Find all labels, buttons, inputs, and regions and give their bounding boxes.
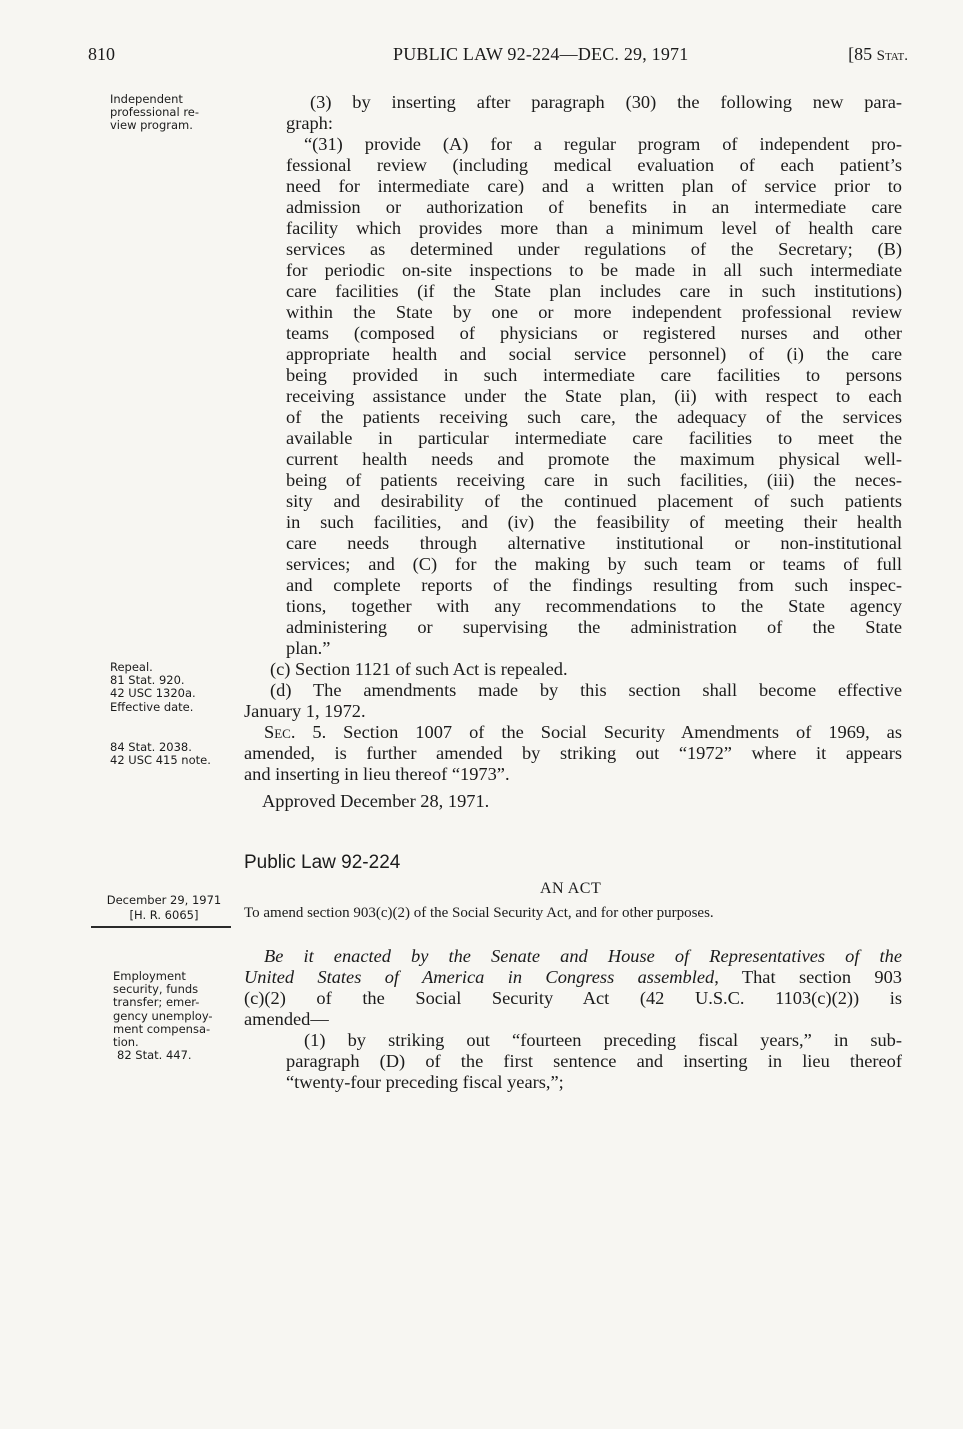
- public-law-title: Public Law 92-224: [244, 852, 401, 873]
- text-line: available in particular intermediate care facilities to meet the: [286, 428, 902, 448]
- text-line: current health needs and promote the maximum physical well-: [286, 449, 902, 469]
- text-line: and complete reports of the findings resulting from such inspec-: [286, 575, 902, 595]
- text-line: in such facilities, and (iv) the feasibility of meeting their health: [286, 512, 902, 532]
- text-line: (1) by striking out “fourteen preceding fiscal years,” in sub-: [304, 1030, 902, 1050]
- enacting-clause-line: Be it enacted by the Senate and House of Representatives of the: [264, 946, 902, 966]
- margin-note-independent-review: [110, 93, 199, 133]
- text-line: fessional review (including medical evaluation of each patient’s: [286, 155, 902, 175]
- running-header: [88, 44, 908, 74]
- running-title: PUBLIC LAW 92-224—DEC. 29, 1971: [393, 44, 689, 64]
- text-line: paragraph (D) of the first sentence and inserting in lieu thereof: [286, 1051, 902, 1071]
- text-line: facility which provides more than a minimum level of health care: [286, 218, 902, 238]
- subsection-c: (c) Section 1121 of such Act is repealed.: [270, 659, 568, 679]
- text-line: for periodic on-site inspections to be made in all such intermediate: [286, 260, 902, 280]
- text-line: receiving assistance under the State plan, (ii) with respect to each: [286, 386, 902, 406]
- margin-line: professional re-: [110, 105, 200, 120]
- margin-line: Effective date.: [110, 699, 194, 714]
- text-line: (c)(2) of the Social Security Act (42 U.S.C. 1103(c)(2)) is: [244, 988, 902, 1008]
- page-number: 810: [88, 44, 115, 64]
- text-line: (3) by inserting after paragraph (30) the following new para-: [310, 92, 902, 112]
- citation-prefix: [85: [848, 44, 877, 64]
- citation-stat: Stat.: [876, 48, 908, 64]
- margin-line: tion.: [113, 1035, 139, 1050]
- margin-note-84-stat: [110, 741, 211, 767]
- volume-citation: [848, 44, 908, 65]
- body-text-upper: [244, 92, 902, 785]
- margin-line: gency unemploy-: [113, 1008, 213, 1023]
- text-line: services; and (C) for the making by such team or teams of full: [286, 554, 902, 574]
- margin-line: 84 Stat. 2038.: [110, 740, 192, 754]
- enactment-date: December 29, 1971: [106, 893, 222, 907]
- an-act-heading: AN ACT: [540, 880, 602, 897]
- margin-line: ment compensa-: [113, 1021, 211, 1036]
- text-line: appropriate health and social service personnel) of (i) the care: [286, 344, 902, 364]
- margin-line: security, funds: [113, 982, 199, 997]
- text-line: being of patients receiving care in such facilities, (iii) the neces-: [286, 470, 902, 490]
- text-line: admission or authorization of benefits in an intermediate care: [286, 197, 902, 217]
- bill-number: [H. R. 6065]: [129, 908, 199, 922]
- section-5-text: 5. Section 1007 of the Social Security Amendments of 1969, as: [295, 722, 902, 742]
- text-line: need for intermediate care) and a written plan of service prior to: [286, 176, 902, 196]
- margin-line: Employment: [113, 969, 186, 983]
- margin-line: Repeal.: [110, 660, 153, 674]
- text-line: amended, is further amended by striking out “1972” where it appears: [244, 743, 902, 763]
- enacting-clause-line: [244, 967, 902, 988]
- item-1: [244, 1030, 902, 1093]
- text-line: sity and desirability of the continued placement of such patients: [286, 491, 902, 511]
- text-line: administering or supervising the administration of the State: [286, 617, 902, 637]
- margin-line: transfer; emer-: [113, 995, 200, 1010]
- margin-line: 81 Stat. 920.: [110, 673, 185, 688]
- text-line: amended—: [244, 1009, 329, 1029]
- text-line: and inserting in lieu thereof “1973”.: [244, 764, 510, 784]
- text-line: being provided in such intermediate care facilities to persons: [286, 365, 902, 385]
- text-line: (d) The amendments made by this section shall become effective: [270, 680, 902, 700]
- enactment-date-block: [96, 893, 232, 923]
- text-line: plan.”: [286, 638, 331, 658]
- enacting-italic: United States of America in Congress assembled: [244, 967, 715, 987]
- margin-line: Independent: [110, 92, 183, 106]
- text-line: “twenty-four preceding fiscal years,”;: [286, 1072, 564, 1092]
- margin-line: 42 USC 1320a.: [110, 686, 196, 701]
- margin-line: view program.: [110, 118, 193, 133]
- text-line: within the State by one or more independent professional review: [286, 302, 902, 322]
- text-line: graph:: [286, 113, 333, 133]
- text-line: of the patients receiving such care, the adequacy of the services: [286, 407, 902, 427]
- margin-note-repeal: [110, 661, 196, 714]
- text-line: “(31) provide (A) for a regular program of independent pro-: [304, 134, 902, 154]
- text-line: tions, together with any recommendations to the State agency: [286, 596, 902, 616]
- paragraph-31: [244, 134, 902, 659]
- body-text-lower: [244, 946, 902, 1093]
- text-line: January 1, 1972.: [244, 701, 366, 721]
- margin-line: 82 Stat. 447.: [117, 1048, 192, 1063]
- margin-line: 42 USC 415 note.: [110, 753, 211, 768]
- section-label: Sec.: [264, 722, 296, 742]
- act-purpose: To amend section 903(c)(2) of the Social Security Act, and for other purposes.: [244, 905, 714, 921]
- margin-note-employment-security: [113, 970, 213, 1062]
- margin-rule: [91, 926, 231, 928]
- enacting-rest: , That section 903: [714, 967, 902, 987]
- text-line: care needs through alternative institutional or non-institutional: [286, 533, 902, 553]
- text-line: teams (composed of physicians or registered nurses and other: [286, 323, 902, 343]
- text-line: care facilities (if the State plan includes care in such institutions): [286, 281, 902, 301]
- text-line: services as determined under regulations of the Secretary; (B): [286, 239, 902, 259]
- section-5-first-line: [244, 722, 902, 743]
- approval-date: Approved December 28, 1971.: [262, 791, 490, 811]
